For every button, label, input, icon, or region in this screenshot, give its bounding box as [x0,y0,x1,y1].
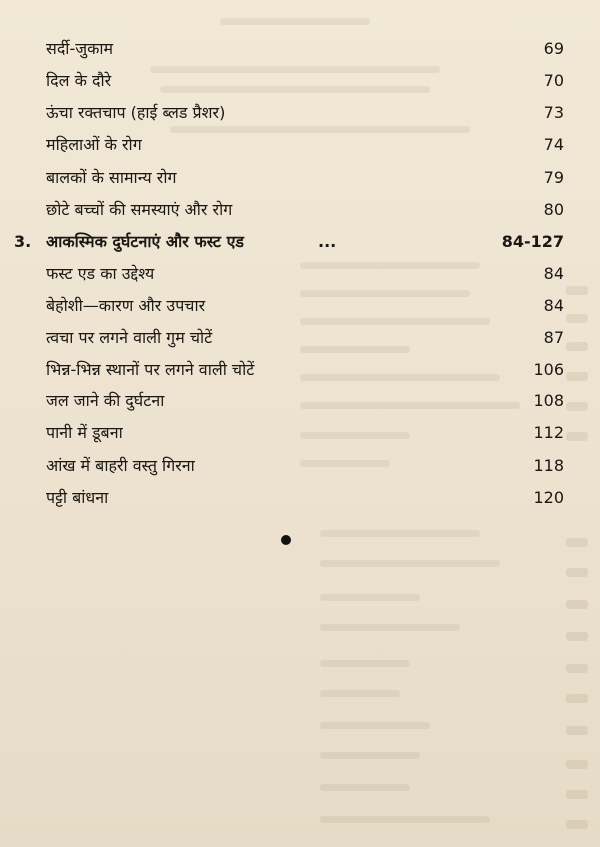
toc-entry-page: 84 [543,264,564,283]
toc-entry [0,66,600,96]
toc-entry-title: सर्दी-जुकाम [46,39,114,58]
toc-entry-title: महिलाओं के रोग [46,135,142,154]
toc-entry-page: 118 [533,456,564,475]
toc-entry-page: 87 [543,328,564,347]
toc-entry [0,34,600,64]
toc-entry-page: 79 [543,168,564,187]
toc-entry [0,130,600,160]
toc-entry-page: 70 [543,71,564,90]
toc-entry [0,195,600,225]
toc-entry [0,355,600,385]
toc-entry-title: भिन्न-भिन्न स्थानों पर लगने वाली चोटें [46,360,255,379]
toc-entry-title: छोटे बच्चों की समस्याएं और रोग [46,200,233,219]
chapter-leader-dots: ... [318,232,337,251]
toc-entry [0,98,600,128]
toc-entry-page: 108 [533,391,564,410]
toc-entry-page: 74 [543,135,564,154]
toc-entry-title: बेहोशी—कारण और उपचार [46,296,206,315]
toc-entry-page: 69 [543,39,564,58]
toc-entry [0,163,600,193]
toc-entry [0,483,600,513]
toc-entry-page: 80 [543,200,564,219]
toc-entry [0,418,600,448]
toc-entry-page: 120 [533,488,564,507]
toc-entry-title: दिल के दौरे [46,71,112,90]
toc-entry-title: त्वचा पर लगने वाली गुम चोटें [46,328,213,347]
toc-entry-page: 112 [533,423,564,442]
toc-entry-page: 73 [543,103,564,122]
toc-entry-page: 106 [533,360,564,379]
toc-entry [0,386,600,416]
toc-entry-title: ऊंचा रक्तचाप (हाई ब्लड प्रैशर) [46,103,226,122]
toc-entry [0,451,600,481]
toc-entry-page: 84 [543,296,564,315]
chapter-page-range: 84-127 [501,232,564,251]
chapter-number: 3. [14,232,32,251]
toc-entry-title: जल जाने की दुर्घटना [46,391,165,410]
toc-entry-title: आंख में बाहरी वस्तु गिरना [46,456,195,475]
toc-entry-title: पट्टी बांधना [46,488,109,507]
toc-entry-title: बालकों के सामान्य रोग [46,168,177,187]
toc-entry-title: पानी में डूबना [46,423,123,442]
chapter-title: आकस्मिक दुर्घटनाएं और फस्ट एड [46,232,244,251]
toc-entry-title: फस्ट एड का उद्देश्य [46,264,155,283]
toc-chapter-heading [0,227,600,257]
toc-entry [0,259,600,289]
toc-entry [0,291,600,321]
toc-entry [0,323,600,353]
section-end-bullet [281,535,291,545]
